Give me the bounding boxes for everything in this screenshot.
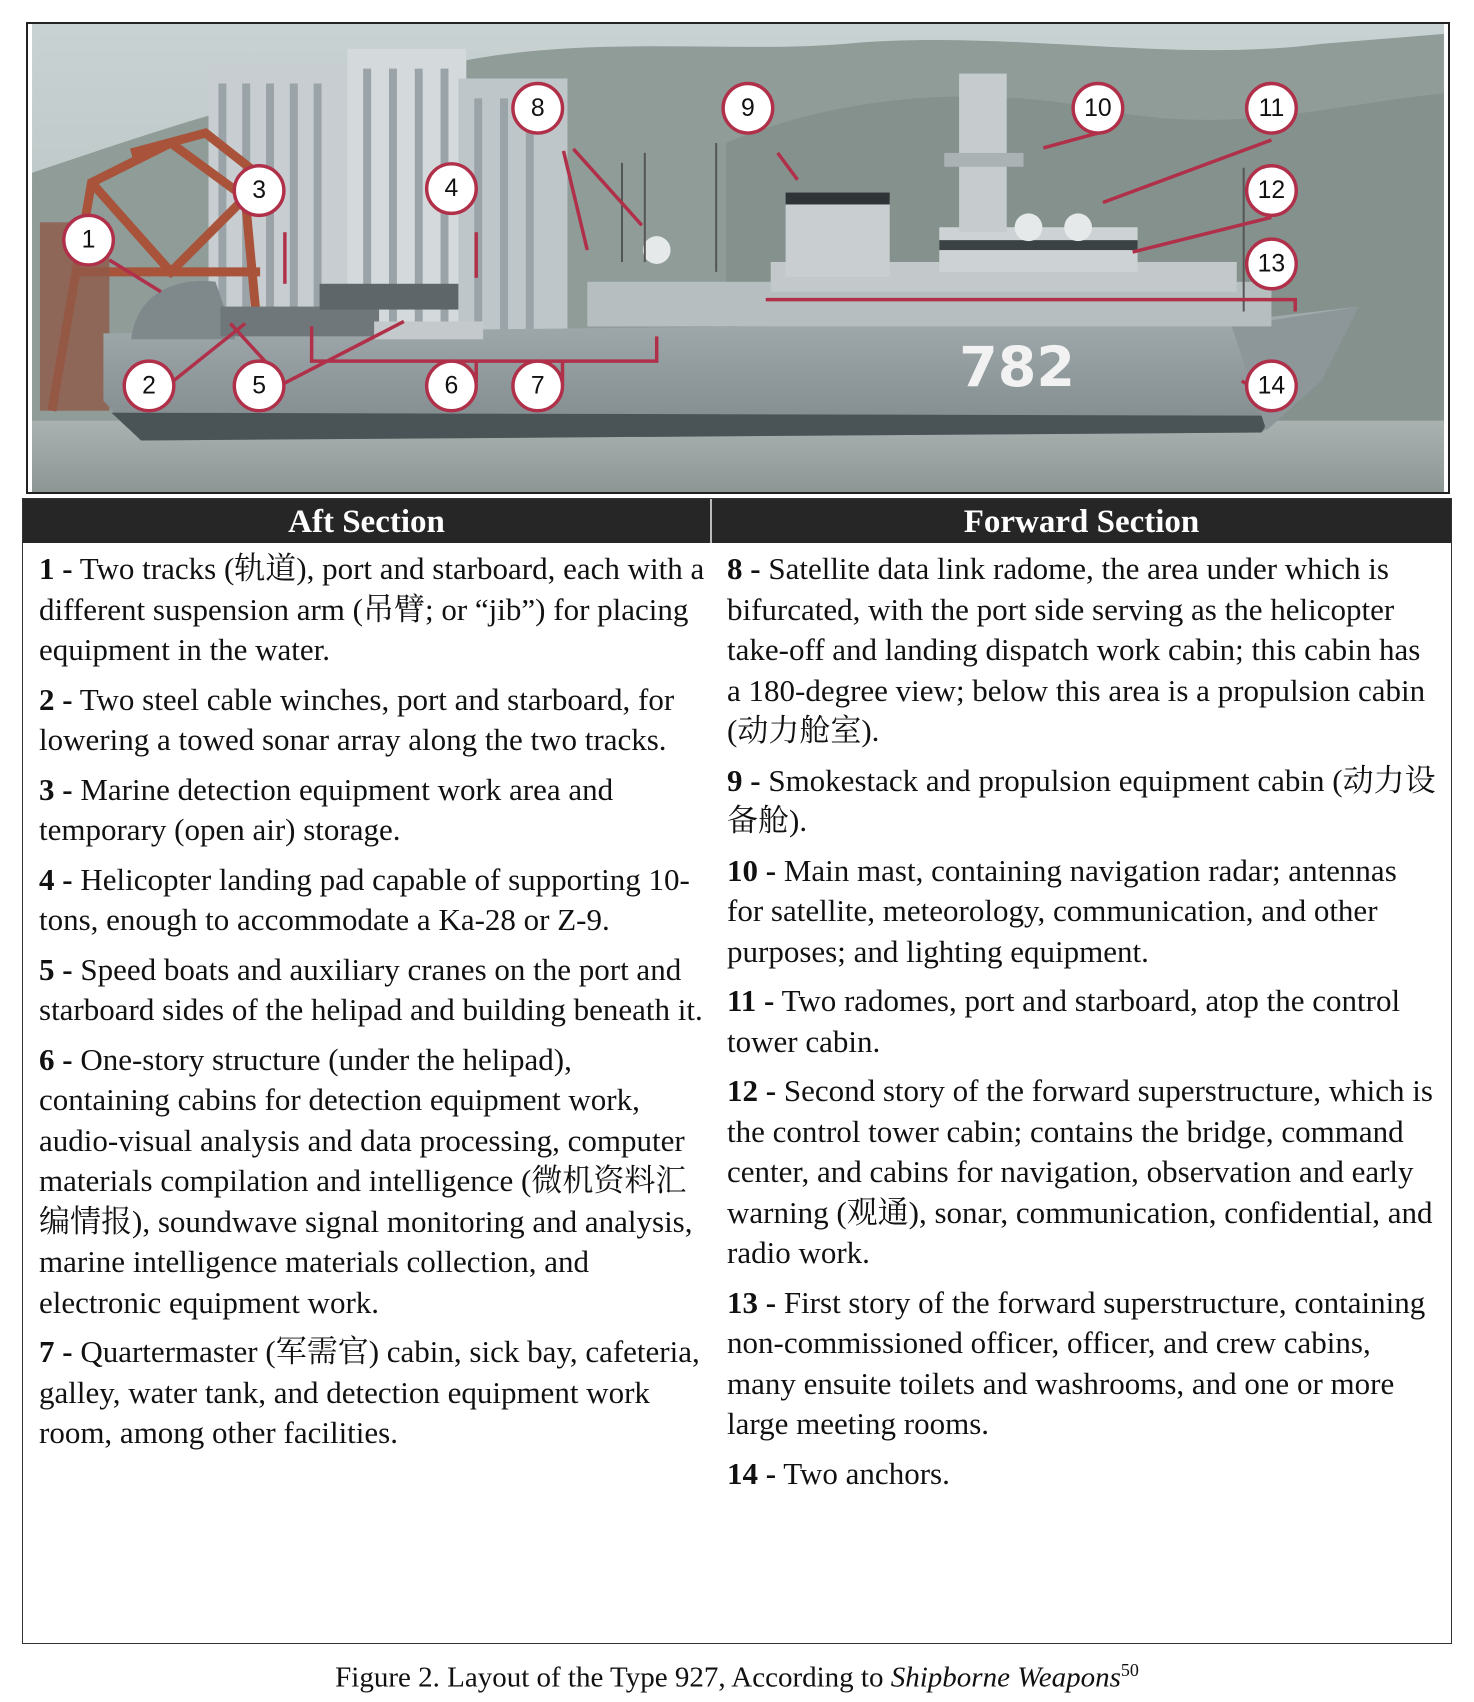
callout-11	[1247, 83, 1297, 133]
callout-8	[513, 83, 563, 133]
legend-entry-2: 2 - Two steel cable winches, port and starboard, for lowering a towed sonar array along the two tracks.	[39, 681, 675, 757]
callout-4	[427, 164, 477, 214]
radome-icon	[643, 236, 671, 264]
callout-7	[513, 361, 563, 411]
callout-3	[234, 166, 284, 216]
legend-entry-3: 3 - Marine detection equipment work area and temporary (open air) storage.	[39, 771, 614, 847]
hull-number: 782	[959, 334, 1076, 400]
svg-text:4: 4	[444, 175, 459, 203]
legend-table	[22, 498, 1452, 1644]
ship-illustration	[28, 24, 1448, 492]
legend-entry-6: 6 - One-story structure (under the helipad), containing cabins for detection equipment work, audio-visual analysis and data processing, computer materials compilation and intelligence (微机资料汇编情报), soundwave signal monitoring and analysis, marine intelligence materials collection, and electronic equipment work.	[39, 1041, 693, 1320]
svg-text:5: 5	[252, 372, 266, 400]
callout-14	[1247, 361, 1297, 411]
caption-text: Figure 2. Layout of the Type 927, According to	[335, 1661, 891, 1694]
callout-9	[723, 83, 773, 133]
aft-section-list	[39, 549, 707, 1463]
ship-photo	[26, 22, 1450, 494]
svg-text:8: 8	[530, 94, 545, 122]
legend-entry-7: 7 - Quartermaster (军需官) cabin, sick bay, cafeteria, galley, water tank, and detection equipment work room, among other facilities.	[39, 1334, 700, 1450]
callout-10	[1073, 83, 1123, 133]
svg-text:7: 7	[530, 372, 545, 400]
svg-text:3: 3	[252, 177, 266, 205]
legend-entry-9: 9 - Smokestack and propulsion equipment cabin (动力设备舱).	[727, 762, 1436, 838]
svg-text:6: 6	[444, 372, 459, 400]
legend-entry-10: 10 - Main mast, containing navigation radar; antennas for satellite, meteorology, communication, and other purposes; and lighting equipment.	[727, 852, 1397, 969]
figure-caption	[0, 1650, 1474, 1698]
svg-text:9: 9	[741, 94, 755, 122]
legend-entry-13: 13 - First story of the forward superstructure, containing non-commissioned officer, officer, and crew cabins, many ensuite toilets and washrooms, and one or more large meeting rooms.	[727, 1284, 1426, 1441]
footnote-ref: 50	[1120, 1660, 1139, 1680]
callout-1	[64, 215, 114, 265]
aft-section-header: Aft Section	[23, 499, 710, 543]
svg-text:2: 2	[142, 372, 156, 400]
radome-icon	[1015, 213, 1043, 241]
svg-text:1: 1	[81, 226, 96, 254]
legend-entry-12: 12 - Second story of the forward superstructure, which is the control tower cabin; contains the bridge, command center, and cabins for navigation, observation and early warning (观通), sonar, communication, confidential, and radio work.	[727, 1073, 1433, 1270]
svg-text:11: 11	[1258, 94, 1285, 122]
callout-13	[1247, 239, 1297, 289]
callout-12	[1247, 166, 1297, 216]
svg-text:14: 14	[1257, 372, 1286, 400]
legend-entry-11: 11 - Two radomes, port and starboard, atop the control tower cabin.	[727, 983, 1401, 1059]
callout-6	[427, 361, 477, 411]
legend-entry-8: 8 - Satellite data link radome, the area under which is bifurcated, with the port side serving as the helicopter take-off and landing dispatch work cabin; this cabin has a 180-degree view; below this area is a propulsion cabin (动力舱室).	[727, 551, 1426, 748]
svg-text:12: 12	[1257, 177, 1286, 205]
svg-text:13: 13	[1257, 250, 1286, 278]
forward-section-list	[727, 549, 1439, 1503]
callout-5	[234, 361, 284, 411]
radome-icon	[1064, 213, 1092, 241]
smokestack	[786, 198, 890, 277]
legend-entry-5: 5 - Speed boats and auxiliary cranes on the port and starboard sides of the helipad and building beneath it.	[39, 951, 703, 1027]
caption-source: Shipborne Weapons	[890, 1661, 1121, 1694]
callout-2	[124, 361, 174, 411]
legend-entry-4: 4 - Helicopter landing pad capable of supporting 10-tons, enough to accommodate a Ka-28 or Z-9.	[39, 861, 690, 937]
legend-entry-1: 1 - Two tracks (轨道), port and starboard, each with a different suspension arm (吊臂; or “jib”) for placing equipment in the water.	[39, 551, 705, 667]
legend-entry-14: 14 - Two anchors.	[727, 1455, 950, 1491]
forward-section-header: Forward Section	[712, 499, 1451, 543]
svg-text:10: 10	[1084, 94, 1112, 122]
